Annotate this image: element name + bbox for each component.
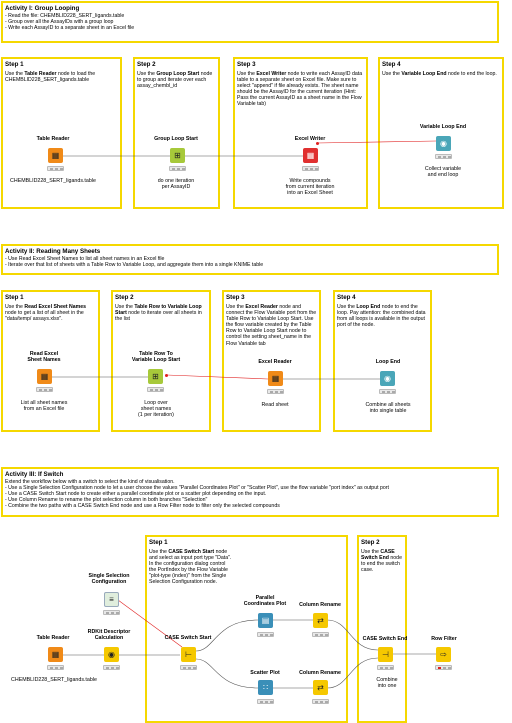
activity-3-line: - Use a Single Selection Configuration node to let a user choose the values "Parallel Coordinates Plot" or "Scatter Plot", use the flow variable "port index" as output port: [5, 485, 389, 492]
node-title: CASE Switch Start: [164, 635, 212, 641]
node-status-icon: [36, 387, 53, 392]
connection-wire: [327, 620, 378, 650]
activity-2-line: - Iterate over that list of sheets with a Table Row to Variable Loop, and aggregate them into a single KNIME table: [5, 262, 264, 269]
node-status-icon: [257, 699, 274, 704]
chart-icon: ▤: [261, 616, 270, 625]
node-title: Scatter Plot: [250, 670, 280, 676]
step-description: Use the Excel Writer node to write each AssayID data table to a separate sheet on Excel file. Make sure to select "append" if file already exists. The sheet name should be the AssayID for the current iteration (Hint: Pass the current AssayID as a sheet name in the Flow Variable tab): [237, 71, 363, 108]
node-title: Table Reader: [36, 136, 70, 142]
activity-3-line: - Use Column Rename to rename the plot selection column in both branches "Selection": [5, 497, 208, 504]
loop-start-icon: ⊞: [152, 372, 159, 381]
activity-1-line: - Group over all the AssayIDs with a group loop: [5, 19, 114, 26]
node-title: Excel Writer: [294, 136, 326, 142]
step-description: Use the CASE Switch End node to end the switch case.: [361, 549, 402, 574]
node-status-icon: [147, 387, 164, 392]
step-label: Step 3: [226, 294, 245, 301]
node-status-icon: [312, 632, 329, 637]
node-title: Column Rename: [299, 670, 341, 676]
row-filter-node[interactable]: [436, 647, 451, 662]
node-status-icon: [180, 665, 197, 670]
step-label: Step 2: [115, 294, 134, 301]
activity-3-title: Activity III: If Switch: [5, 471, 64, 478]
flow-port-icon: [165, 374, 168, 377]
table-reader-node[interactable]: [48, 148, 63, 163]
step-description: Use the Table Reader node to load the CHEMBLID228_SERT_ligands.table: [5, 71, 96, 84]
activity-3-line: - Combine the two paths with a CASE Switch End node and use a Row Filter node to filter only the selected compounds: [5, 503, 280, 510]
step-description: Use the Read Excel Sheet Names node to get a list of all sheet in the "data/temp/ assays.xlsx".: [5, 304, 87, 323]
column-rename-node[interactable]: [313, 680, 328, 695]
case-switch-end-node[interactable]: [378, 647, 393, 662]
loop-end-icon: ◉: [440, 139, 447, 148]
node-status-icon: [302, 166, 319, 171]
activity-1-line: - Write each AssayID to a separate sheet in an Excel file: [5, 25, 135, 32]
grid-icon: ▦: [51, 151, 60, 160]
variable-loop-end-node[interactable]: [436, 136, 451, 151]
loop-start-icon: ⊞: [174, 151, 181, 160]
node-title: RDKit Descriptor Calculation: [87, 629, 131, 642]
step-label: Step 3: [237, 61, 256, 68]
step-label: Step 4: [337, 294, 356, 301]
single-selection-configuration-node[interactable]: [104, 592, 119, 607]
step-label: Step 1: [5, 61, 24, 68]
configuration-icon: ≡: [109, 595, 114, 604]
node-status-icon: [379, 389, 396, 394]
parallel-coordinates-plot-node[interactable]: [258, 613, 273, 628]
step-description: Use the Excel Reader node and connect the Flow Variable port from the Table Row to Variable Loop Start. Use the flow variable created by the Table Row to Variable Loop Start node to control the setting sheet_name in the Flow Variable tab: [226, 304, 317, 347]
node-title: Table Reader: [36, 635, 70, 641]
node-caption: do one iteration per AssayID: [157, 178, 195, 191]
node-status-icon: [377, 665, 394, 670]
activity-1-line: - Read the file: CHEMBLID228_SERT_ligands.table: [5, 13, 125, 19]
step-description: Use the Group Loop Start node to group and iterate over each assay_chembl_id: [137, 71, 213, 90]
step-description: Use the CASE Switch Start node and select as input port type "Data". In the configuration dialog control the PortIndex by the Flow Variable "plot-type (index)" from the Single Selection Configuration node.: [149, 549, 232, 586]
node-caption: Collect variable and end loop: [424, 166, 462, 179]
node-status-icon: [435, 665, 452, 670]
excel-icon: ▦: [40, 372, 49, 381]
scatter-plot-node[interactable]: [258, 680, 273, 695]
table-row-to-variable-loop-start-node[interactable]: [148, 369, 163, 384]
flow-variable-wire: [167, 375, 268, 379]
rdkit-descriptor-calculation-node[interactable]: [104, 647, 119, 662]
node-title: Variable Loop End: [419, 124, 467, 130]
node-title: Row Filter: [431, 636, 457, 642]
filter-icon: ⇨: [440, 650, 447, 659]
node-caption: Write compounds from current iteration into an Excel Sheet: [285, 178, 335, 197]
node-caption: List all sheet names from an Excel file: [20, 400, 68, 413]
activity-3-line: - Use a CASE Switch Start node to create either a parallel coordinate plot or a scatter plot depending on the input.: [5, 491, 267, 498]
node-status-icon: [47, 166, 64, 171]
read-excel-sheet-names-node[interactable]: [37, 369, 52, 384]
loop-end-icon: ◉: [384, 374, 391, 383]
node-title: CASE Switch End: [362, 636, 408, 642]
node-caption: CHEMBLID228_SERT_ligands.table: [11, 677, 97, 683]
step-description: Use the Loop End node to end the loop. Pay attention: the combined data from all loops is available in the output port of the node.: [337, 304, 426, 329]
node-caption: Loop over sheet names (1 per iteration): [138, 400, 174, 419]
group-loop-start-node[interactable]: [170, 148, 185, 163]
activity-2-title: Activity II: Reading Many Sheets: [5, 248, 101, 255]
node-caption: CHEMBLID228_SERT_ligands.table: [10, 178, 96, 184]
step-label: Step 2: [361, 539, 380, 546]
case-switch-start-node[interactable]: [181, 647, 196, 662]
table-reader-node[interactable]: [48, 647, 63, 662]
step-label: Step 1: [5, 294, 24, 301]
node-status-icon: [103, 610, 120, 615]
node-title: Group Loop Start: [154, 136, 198, 142]
node-caption: Combine into one: [376, 677, 398, 690]
node-status-icon: [435, 154, 452, 159]
activity-1-title: Activity I: Group Looping: [5, 5, 80, 12]
node-status-icon: [257, 632, 274, 637]
node-caption: Combine all sheets into single table: [365, 402, 411, 415]
chart-icon: ∷: [262, 683, 269, 692]
step-description: Use the Table Row to Variable Loop Start node to iterate over all sheets in the list: [115, 304, 202, 323]
excel-writer-node[interactable]: [303, 148, 318, 163]
loop-end-node[interactable]: [380, 371, 395, 386]
step-label: Step 4: [382, 61, 401, 68]
node-title: Table Row To Variable Loop Start: [131, 351, 181, 364]
node-status-icon: [312, 699, 329, 704]
rename-icon: ⇄: [317, 683, 324, 692]
node-title: Loop End: [375, 359, 401, 365]
excel-icon: ▦: [306, 151, 315, 160]
step-label: Step 2: [137, 61, 156, 68]
rdkit-icon: ◉: [108, 650, 115, 659]
excel-icon: ▦: [271, 374, 280, 383]
node-caption: Read sheet: [261, 402, 289, 408]
node-title: Excel Reader: [258, 359, 292, 365]
activity-3-line: Extend the workflow below with a switch to select the kind of visualisation.: [5, 479, 175, 485]
switch-icon: ⊢: [185, 650, 192, 659]
step-description: Use the Variable Loop End node to end the loop.: [382, 71, 497, 77]
flow-port-icon: [316, 142, 319, 145]
rename-icon: ⇄: [317, 616, 324, 625]
grid-icon: ▦: [51, 650, 60, 659]
node-status-icon: [267, 389, 284, 394]
node-title: Read Excel Sheet Names: [27, 351, 61, 364]
node-title: Parallel Coordinates Plot: [243, 595, 287, 608]
column-rename-node[interactable]: [313, 613, 328, 628]
node-status-icon: [169, 166, 186, 171]
switch-icon: ⊣: [382, 650, 389, 659]
node-title: Single Selection Configuration: [88, 573, 130, 586]
node-status-icon: [103, 665, 120, 670]
activity-2-line: - Use Read Excel Sheet Names to list all sheet names in an Excel file: [5, 256, 165, 262]
node-status-icon: [47, 665, 64, 670]
excel-reader-node[interactable]: [268, 371, 283, 386]
node-title: Column Rename: [299, 602, 341, 608]
step-label: Step 1: [149, 539, 168, 546]
